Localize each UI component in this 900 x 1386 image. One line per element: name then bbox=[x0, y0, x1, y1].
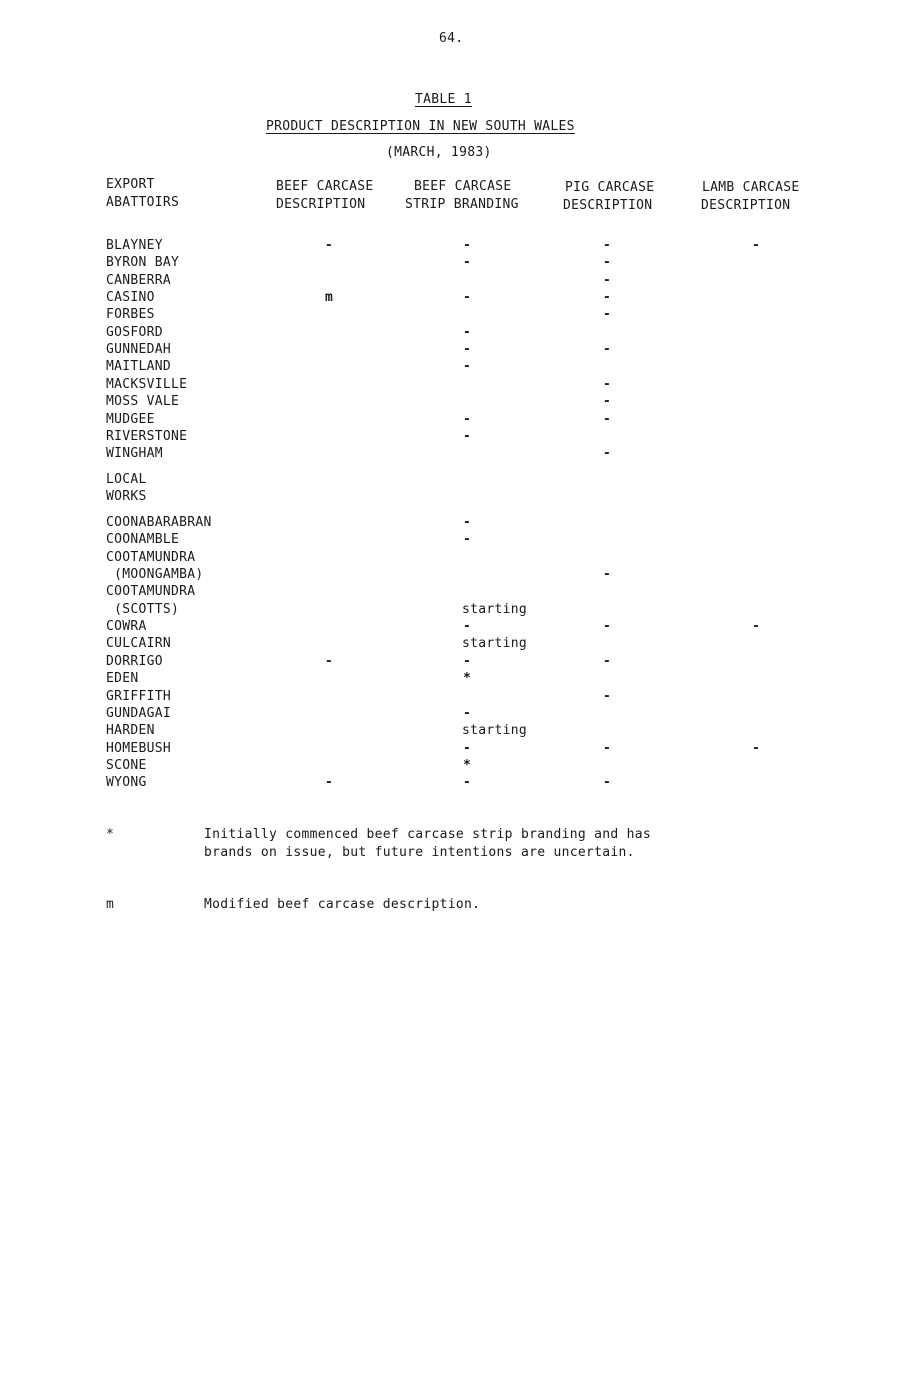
footnote-text-line2: brands on issue, but future intentions are uncertain. bbox=[204, 845, 635, 860]
row-name: CASINO bbox=[106, 290, 155, 306]
cell-strip: - bbox=[463, 775, 472, 791]
col-header-pig-l1: PIG CARCASE bbox=[565, 180, 655, 195]
cell-strip: - bbox=[463, 255, 472, 271]
cell-strip: - bbox=[463, 532, 472, 548]
cell-strip: - bbox=[463, 619, 472, 635]
col-header-abattoirs-l1: EXPORT bbox=[106, 177, 155, 192]
col-header-pig-l2: DESCRIPTION bbox=[563, 198, 653, 213]
row-name: WINGHAM bbox=[106, 446, 163, 462]
cell-beef-desc: - bbox=[325, 653, 334, 669]
cell-pig: - bbox=[603, 567, 612, 583]
cell-pig: - bbox=[603, 238, 612, 253]
col-header-beef-desc-l1: BEEF CARCASE bbox=[276, 179, 374, 194]
cell-pig: - bbox=[603, 775, 612, 791]
cell-strip: starting bbox=[462, 636, 528, 652]
cell-strip: - bbox=[463, 428, 472, 444]
row-name: CULCAIRN bbox=[106, 636, 172, 652]
col-header-abattoirs-l2: ABATTOIRS bbox=[106, 195, 180, 210]
row-name: HOMEBUSH bbox=[106, 740, 172, 756]
row-name: GUNDAGAI bbox=[106, 705, 172, 721]
footnote-symbol-m: m bbox=[106, 897, 115, 912]
row-name: GRIFFITH bbox=[106, 688, 172, 704]
row-name: COOTAMUNDRA bbox=[106, 549, 196, 565]
row-name: BLAYNEY bbox=[106, 238, 163, 253]
row-name: EDEN bbox=[106, 671, 139, 687]
cell-pig: - bbox=[603, 272, 612, 288]
cell-strip: * bbox=[463, 671, 472, 687]
row-name: MACKSVILLE bbox=[106, 376, 188, 392]
section-heading-local-l1: LOCAL bbox=[106, 472, 147, 487]
cell-strip: - bbox=[463, 290, 472, 306]
row-name: RIVERSTONE bbox=[106, 428, 188, 444]
table-date: (MARCH, 1983) bbox=[386, 145, 492, 160]
cell-pig: - bbox=[603, 619, 612, 635]
footnote-text-m: Modified beef carcase description. bbox=[204, 897, 481, 912]
cell-lamb: - bbox=[752, 238, 761, 253]
col-header-strip-l2: STRIP BRANDING bbox=[405, 197, 519, 212]
cell-pig: - bbox=[603, 446, 612, 462]
row-name: COOTAMUNDRA bbox=[106, 584, 196, 600]
row-name: GUNNEDAH bbox=[106, 342, 172, 358]
cell-strip: - bbox=[463, 515, 472, 530]
row-name: FORBES bbox=[106, 307, 155, 323]
row-name: DORRIGO bbox=[106, 653, 163, 669]
col-header-lamb-l1: LAMB CARCASE bbox=[702, 180, 800, 195]
col-header-lamb-l2: DESCRIPTION bbox=[701, 198, 791, 213]
cell-beef-desc: m bbox=[325, 290, 334, 306]
table-title: PRODUCT DESCRIPTION IN NEW SOUTH WALES bbox=[266, 119, 575, 134]
row-name: MOSS VALE bbox=[106, 394, 180, 410]
cell-beef-desc: - bbox=[325, 775, 334, 791]
row-name: COONAMBLE bbox=[106, 532, 180, 548]
cell-strip: - bbox=[463, 238, 472, 253]
footnote-text-line1: Initially commenced beef carcase strip branding and has bbox=[204, 827, 651, 842]
cell-lamb: - bbox=[752, 740, 761, 756]
cell-strip: - bbox=[463, 359, 472, 375]
cell-pig: - bbox=[603, 688, 612, 704]
cell-pig: - bbox=[603, 394, 612, 410]
cell-pig: - bbox=[603, 653, 612, 669]
row-name: CANBERRA bbox=[106, 272, 172, 288]
cell-pig: - bbox=[603, 740, 612, 756]
row-name: BYRON BAY bbox=[106, 255, 180, 271]
row-name: COWRA bbox=[106, 619, 147, 635]
row-name: MAITLAND bbox=[106, 359, 172, 375]
col-header-strip-l1: BEEF CARCASE bbox=[414, 179, 512, 194]
cell-strip: - bbox=[463, 411, 472, 427]
cell-strip: - bbox=[463, 653, 472, 669]
row-name: WYONG bbox=[106, 775, 147, 791]
cell-strip: starting bbox=[462, 723, 528, 739]
cell-strip: - bbox=[463, 324, 472, 340]
col-header-beef-desc-l2: DESCRIPTION bbox=[276, 197, 366, 212]
row-name: HARDEN bbox=[106, 723, 155, 739]
cell-strip: - bbox=[463, 740, 472, 756]
row-name: MUDGEE bbox=[106, 411, 155, 427]
cell-strip: starting bbox=[462, 601, 528, 617]
cell-pig: - bbox=[603, 376, 612, 392]
section-heading-local-l2: WORKS bbox=[106, 489, 147, 504]
cell-pig: - bbox=[603, 290, 612, 306]
cell-strip: * bbox=[463, 757, 472, 773]
cell-pig: - bbox=[603, 342, 612, 358]
table-label: TABLE 1 bbox=[415, 92, 472, 107]
row-name: COONABARABRAN bbox=[106, 515, 212, 530]
cell-lamb: - bbox=[752, 619, 761, 635]
cell-pig: - bbox=[603, 255, 612, 271]
footnote-symbol-asterisk: * bbox=[106, 827, 115, 842]
page-number: 64. bbox=[439, 31, 464, 46]
cell-beef-desc: - bbox=[325, 238, 334, 253]
row-name: GOSFORD bbox=[106, 324, 163, 340]
row-name: SCONE bbox=[106, 757, 147, 773]
cell-strip: - bbox=[463, 705, 472, 721]
row-name: (SCOTTS) bbox=[106, 601, 180, 617]
cell-pig: - bbox=[603, 411, 612, 427]
row-name: (MOONGAMBA) bbox=[106, 567, 204, 583]
cell-strip: - bbox=[463, 342, 472, 358]
cell-pig: - bbox=[603, 307, 612, 323]
